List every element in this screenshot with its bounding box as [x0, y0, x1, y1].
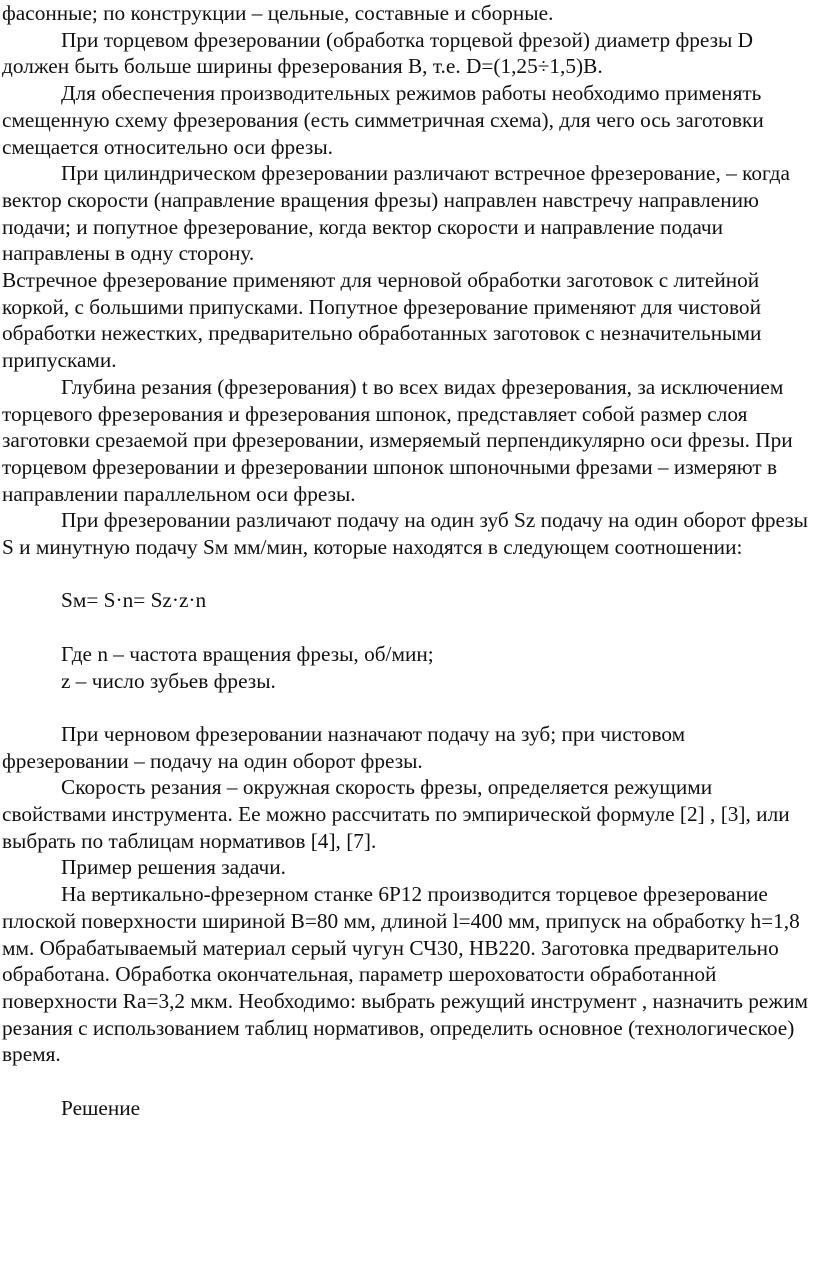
spacer	[2, 614, 814, 641]
paragraph-example-task: На вертикально-фрезерном станке 6Р12 производится торцевое фрезерование плоской поверхности шириной В=80 мм, длиной l=400 мм, припуск на обработку h=1,8 мм. Обрабатываемый материал серый чугун СЧ30, НВ220. Заготовка предварительно обработана. Обработка окончательная, параметр шероховатости обработанной поверхности Ra=3,2 мкм. Необходимо: выбрать режущий инструмент , назначить режим резания с использованием таблиц нормативов, определить основное (технологическое) время.	[2, 882, 808, 1067]
spacer	[2, 694, 814, 721]
document-page	[2, 0, 814, 1121]
paragraph-cutter-types: фасонные; по конструкции – цельные, составные и сборные.	[2, 1, 554, 25]
paragraph-cutting-speed: Скорость резания – окружная скорость фрезы, определяется режущими свойствами инструмента. Ее можно рассчитать по эмпирической формуле [2] , [3], или выбрать по таблицам нормативов [4], [7].	[2, 775, 790, 853]
spacer	[2, 561, 814, 588]
feed-formula: Sм= S·n= Sz·z·n	[61, 588, 207, 613]
formula-explanation-n: Где n – частота вращения фрезы, об/мин;	[61, 641, 434, 666]
paragraph-feed-types: При фрезеровании различают подачу на один зуб Sz подачу на один оборот фрезы S и минутную подачу Sм мм/мин, которые находятся в следующем соотношении:	[2, 508, 808, 560]
paragraph-example-heading: Пример решения задачи.	[61, 855, 286, 880]
paragraph-cylindrical-milling: При цилиндрическом фрезеровании различают встречное фрезерование, – когда вектор скорости (направление вращения фрезы) направлен навстречу направлению подачи; и попутное фрезерование, когда вектор скорости и направление подачи направлены в одну сторону.	[2, 161, 790, 266]
paragraph-cutting-depth: Глубина резания (фрезерования) t во всех видах фрезерования, за исключением торцевого фрезерования и фрезерования шпонок, представляет собой размер слоя заготовки срезаемой при фрезеровании, измеряемый перпендикулярно оси фрезы. При торцевом фрезеровании и фрезеровании шпонок шпоночными фрезами – измеряют в направлении параллельном оси фрезы.	[2, 374, 793, 506]
spacer	[2, 1068, 814, 1095]
paragraph-feed-assignment: При черновом фрезеровании назначают подачу на зуб; при чистовом фрезеровании – подачу на один оборот фрезы.	[2, 721, 686, 773]
formula-explanation-z: z – число зубьев фрезы.	[61, 668, 276, 693]
paragraph-face-milling-diameter: При торцевом фрезеровании (обработка торцевой фрезой) диаметр фрезы D должен быть больше ширины фрезерования В, т.е. D=(1,25÷1,5)В.	[2, 27, 754, 79]
paragraph-offset-scheme: Для обеспечения производительных режимов работы необходимо применять смещенную схему фрезерования (есть симметричная схема), для чего ось заготовки смещается относительно оси фрезы.	[2, 81, 764, 159]
paragraph-up-down-milling-usage: Встречное фрезерование применяют для черновой обработки заготовок с литейной коркой, с большими припусками. Попутное фрезерование применяют для чистовой обработки нежестких, предварительно обработанных заготовок с незначительными припусками.	[2, 268, 762, 373]
solution-heading: Решение	[61, 1095, 141, 1120]
